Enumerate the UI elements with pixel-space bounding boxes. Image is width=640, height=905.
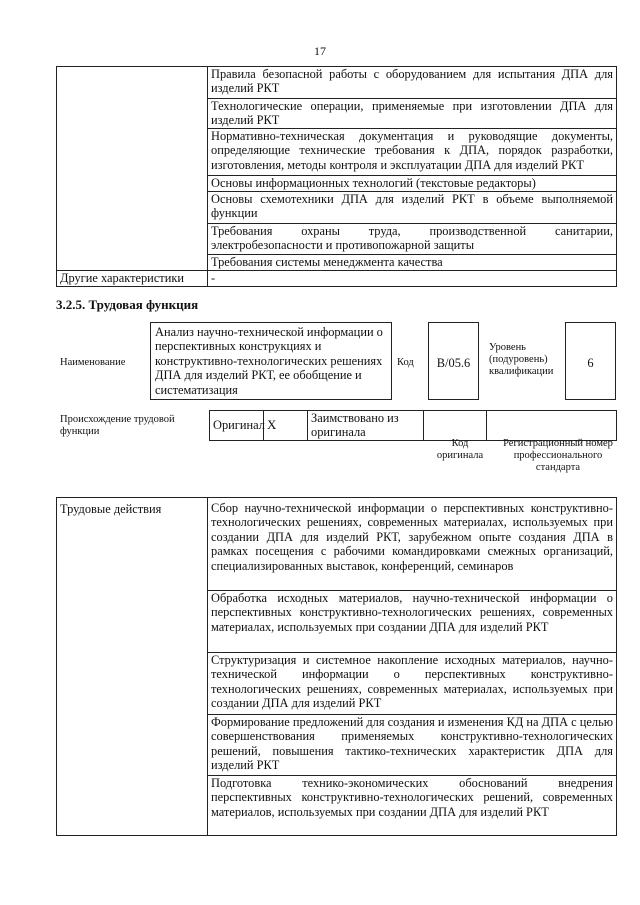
knowledge-table xyxy=(56,66,617,287)
code-value: B/05.6 xyxy=(436,356,471,370)
page-number: 17 xyxy=(314,44,326,58)
knowledge-row: Нормативно-техническая документация и руководящие документы, определяющие технические требования к ДПА, порядок разработки, изготовления, методы контроля и эксплуатации ДПА для изделий РКТ xyxy=(208,129,617,176)
knowledge-row: Требования системы менеджмента качества xyxy=(208,255,617,271)
code-original-caption: Код оригинала xyxy=(436,438,484,461)
origin-table xyxy=(209,410,617,441)
origin-label: Происхождение трудовой функции xyxy=(60,414,175,437)
knowledge-row: Основы информационных технологий (текстовые редакторы) xyxy=(208,176,617,192)
name-label: Наименование xyxy=(60,357,126,368)
labor-action-row: Сбор научно-технической информации о перспективных конструктивно-технологических решениях, современных материалах, используемых при создании ДПА для изделий РКТ, зарубежном опыте создания ДПА в рамках посещения с рабочими командировками смежных организаций, специализированных выставок, конференций, семинаров xyxy=(208,498,617,591)
code-label: Код xyxy=(397,357,414,368)
level-value: 6 xyxy=(587,356,594,370)
code-original-cell xyxy=(424,411,487,441)
level-box xyxy=(565,322,616,400)
labor-action-row: Структуризация и системное накопление исходных материалов, научно-технической информации о перспективных конструктивно-технологических решениях, современных материалах, используемых при создании ДПА для изделий РКТ xyxy=(208,653,617,715)
original-mark: X xyxy=(264,411,308,441)
knowledge-left-cell xyxy=(57,67,208,271)
original-label: Оригинал xyxy=(210,411,264,441)
section-title: 3.2.5. Трудовая функция xyxy=(56,297,199,312)
level-label: Уровень (подуровень) квалификации xyxy=(489,342,554,377)
other-characteristics-label: Другие характеристики xyxy=(57,271,208,287)
labor-action-row: Формирование предложений для создания и изменения КД на ДПА с целью совершенствования применяемых конструктивно-технологических решений, повышения тактико-технических характеристик ДПА для изделий РКТ xyxy=(208,715,617,776)
other-characteristics-value: - xyxy=(208,271,617,287)
labor-action-row: Подготовка технико-экономических обоснований внедрения перспективных конструктивно-технологических решений, современных материалов, используемых при создании ДПА для изделий РКТ xyxy=(208,776,617,836)
function-name-box xyxy=(150,322,392,400)
borrowed-label: Заимствовано из оригинала xyxy=(308,411,424,441)
knowledge-row: Требования охраны труда, производственной санитарии, электробезопасности и противопожарной защиты xyxy=(208,224,617,255)
labor-actions-table xyxy=(56,497,617,836)
labor-actions-label: Трудовые действия xyxy=(57,498,208,836)
reg-number-caption: Регистрационный номер профессионального стандарта xyxy=(503,438,613,473)
knowledge-row: Правила безопасной работы с оборудованием для испытания ДПА для изделий РКТ xyxy=(208,67,617,99)
knowledge-row: Основы схемотехники ДПА для изделий РКТ в объеме выполняемой функции xyxy=(208,192,617,224)
code-box xyxy=(428,322,479,400)
knowledge-row: Технологические операции, применяемые при изготовлении ДПА для изделий РКТ xyxy=(208,99,617,129)
labor-action-row: Обработка исходных материалов, научно-технической информации о перспективных конструктивно-технологических решениях, современных материалах, используемых при создании ДПА для изделий РКТ xyxy=(208,591,617,653)
function-name-value: Анализ научно-технической информации о перспективных конструкциях и конструктивно-технологических решениях ДПА для изделий РКТ, ее обобщение и систематизация xyxy=(155,325,383,397)
reg-number-cell xyxy=(487,411,617,441)
